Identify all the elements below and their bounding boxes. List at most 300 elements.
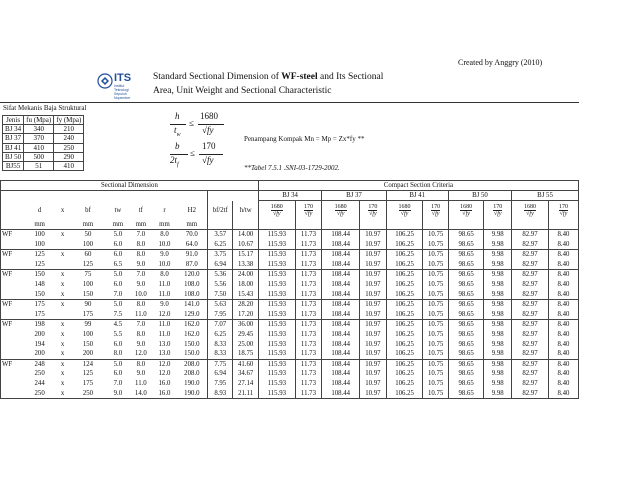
material-table — [2, 115, 84, 171]
table-cell: x — [60, 331, 65, 339]
table-cell: 82.97 — [512, 320, 549, 330]
table-cell: 106.25 — [386, 260, 423, 270]
table-cell: 8.40 — [548, 240, 578, 250]
col-x: x — [60, 206, 65, 214]
table-cell: 13.38 — [233, 260, 258, 270]
col-r: r — [163, 206, 166, 214]
table-cell: 87.0 — [177, 260, 208, 270]
table-cell: 125 — [24, 250, 56, 260]
formula-tw: $t_w$ — [174, 125, 181, 138]
table-cell — [56, 260, 70, 270]
table-cell: 100 — [34, 240, 45, 248]
table-cell: 98.65 — [448, 359, 484, 369]
table-cell: 115.93 — [258, 270, 295, 280]
table-cell: 82.97 — [512, 359, 549, 369]
table-cell: 175 — [82, 380, 94, 387]
table-cell: 16.0 — [158, 380, 171, 387]
table-cell: 16.0 — [152, 389, 176, 399]
table-cell: 115.93 — [258, 389, 295, 399]
table-row — [1, 230, 579, 240]
table-cell: 106.25 — [386, 320, 423, 330]
table-cell: 10.75 — [423, 240, 448, 250]
table-cell: 11.73 — [295, 250, 321, 260]
table-row — [1, 300, 579, 310]
table-cell: 8.0 — [113, 350, 123, 358]
limit-b-tf: $\frac{170}{√fy}$ — [368, 204, 378, 217]
material-title: Sifat Mekanis Baja Struktural — [3, 104, 87, 112]
table-cell: 10.75 — [423, 280, 448, 290]
table-cell: 98.65 — [448, 240, 484, 250]
formula-sqrt-fy: √fy — [202, 155, 214, 165]
table-row — [1, 310, 579, 320]
author-credit: Created by Anggry (2010) — [458, 58, 543, 67]
table-cell: 106.25 — [386, 310, 423, 320]
unit-label: mm — [70, 220, 107, 230]
section-type — [1, 389, 24, 399]
table-cell: 7.07 — [208, 320, 233, 330]
table-cell: 10.97 — [360, 290, 386, 300]
table-cell: 244 — [34, 380, 45, 387]
table-cell: 5.56 — [208, 280, 233, 290]
page-subtitle: Area, Unit Weight and Sectional Characteristic — [153, 86, 332, 96]
col-bf2tf: bf/2tf — [208, 201, 233, 221]
table-cell: 10.75 — [423, 250, 448, 260]
limit-h-tw: $\frac{1680}{√fy}$ — [270, 204, 283, 217]
table-cell: 10.97 — [360, 240, 386, 250]
grade-header-row — [1, 191, 579, 201]
col-htw: h/tw — [233, 201, 258, 221]
unit-label: mm — [152, 220, 176, 230]
table-cell: 11.0 — [135, 310, 147, 318]
table-cell: 8.40 — [548, 369, 578, 379]
table-cell: 7.75 — [208, 359, 233, 369]
table-cell: 9.98 — [484, 330, 512, 340]
table-cell: 27.14 — [233, 379, 258, 389]
table-cell: 8.40 — [548, 340, 578, 350]
table-cell: 11.73 — [295, 340, 321, 350]
table-cell: 10.97 — [360, 389, 386, 399]
table-cell: 8.0 — [152, 230, 176, 240]
table-cell: 7.0 — [129, 230, 152, 240]
table-cell: 91.0 — [177, 250, 208, 260]
table-cell: 8.0 — [136, 240, 146, 248]
table-cell: 82.97 — [512, 369, 549, 379]
table-cell: 64.0 — [177, 240, 208, 250]
table-cell: 8.33 — [208, 349, 233, 359]
table-cell: 8.93 — [208, 389, 233, 399]
table-cell: 10.97 — [360, 320, 386, 330]
table-cell: 115.93 — [258, 349, 295, 359]
table-cell: 7.0 — [129, 320, 152, 330]
table-cell: 10.97 — [360, 250, 386, 260]
table-cell: 150.0 — [177, 349, 208, 359]
table-cell: 115.93 — [258, 290, 295, 300]
table-row — [1, 340, 579, 350]
col-tf: tf — [138, 206, 143, 214]
table-cell: 108.44 — [322, 379, 360, 389]
table-cell: 21.11 — [233, 389, 258, 399]
section-type — [1, 290, 24, 300]
material-row: BJ 41 410 250 — [3, 143, 84, 152]
table-cell: 8.0 — [129, 250, 152, 260]
table-cell: 9.98 — [484, 320, 512, 330]
table-cell: 9.98 — [484, 369, 512, 379]
table-cell: 208.0 — [177, 359, 208, 369]
table-cell: 15.43 — [233, 290, 258, 300]
table-cell: 198 — [24, 320, 56, 330]
table-row — [1, 320, 579, 330]
table-cell: x — [56, 389, 70, 399]
table-cell: 9.98 — [484, 300, 512, 310]
group-header-row — [1, 181, 579, 191]
limit-b-tf: $\frac{170}{√fy}$ — [303, 204, 313, 217]
table-cell: 11.73 — [295, 320, 321, 330]
table-cell: 10.97 — [360, 340, 386, 350]
material-header-row — [3, 116, 84, 125]
table-cell: 9.98 — [484, 250, 512, 260]
table-cell: 106.25 — [386, 300, 423, 310]
table-cell: 6.25 — [208, 330, 233, 340]
table-cell: 9.0 — [152, 300, 176, 310]
table-cell: 11.73 — [295, 290, 321, 300]
table-cell: 125 — [82, 260, 94, 268]
limit-b-tf: $\frac{170}{√fy}$ — [558, 204, 568, 217]
table-cell: 10.0 — [158, 260, 171, 268]
unit-label — [56, 220, 70, 230]
material-row: BJ 34 340 210 — [3, 125, 84, 134]
group-sectional: Sectional Dimension — [1, 181, 259, 191]
grade-label: BJ 37 — [322, 191, 386, 201]
table-cell: 8.40 — [548, 379, 578, 389]
table-cell: 9.0 — [136, 281, 146, 289]
table-cell: 10.0 — [158, 240, 171, 248]
table-cell: x — [60, 380, 65, 387]
table-cell: 75 — [70, 270, 107, 280]
table-cell: 10.75 — [423, 230, 448, 240]
table-cell: 13.0 — [158, 340, 171, 348]
table-cell: 106.25 — [386, 359, 423, 369]
table-cell: 6.5 — [113, 260, 123, 268]
table-cell: 5.0 — [106, 230, 129, 240]
table-cell: 6.0 — [113, 340, 123, 348]
table-cell: 7.5 — [113, 310, 123, 318]
limit-b-tf: $\frac{170}{√fy}$ — [431, 204, 441, 217]
section-type — [1, 379, 24, 389]
table-cell: 108.44 — [322, 320, 360, 330]
table-cell: 34.67 — [233, 369, 258, 379]
table-cell: 106.25 — [386, 280, 423, 290]
table-cell: 98.65 — [448, 379, 484, 389]
table-cell: 10.97 — [360, 270, 386, 280]
table-cell: 108.44 — [322, 369, 360, 379]
table-cell: 82.97 — [512, 330, 549, 340]
col-tw: tw — [114, 206, 122, 214]
table-cell: 106.25 — [386, 340, 423, 350]
table-row — [1, 369, 579, 379]
table-cell: 11.0 — [158, 281, 171, 289]
section-type — [1, 280, 24, 290]
table-cell: 10.75 — [423, 290, 448, 300]
table-cell: 8.40 — [548, 250, 578, 260]
table-cell: 14.00 — [233, 230, 258, 240]
table-row — [1, 349, 579, 359]
table-cell: 8.40 — [548, 280, 578, 290]
material-row: BJ55 51 410 — [3, 161, 84, 170]
table-cell: 98.65 — [448, 340, 484, 350]
column-header-row — [1, 201, 579, 221]
table-cell: 248 — [24, 359, 56, 369]
its-logo — [96, 72, 144, 114]
table-cell: 115.93 — [258, 240, 295, 250]
table-cell: 11.73 — [295, 260, 321, 270]
grade-label: BJ 41 — [386, 191, 448, 201]
table-cell: 8.40 — [548, 230, 578, 240]
table-cell: 8.33 — [208, 340, 233, 350]
material-row: BJ 50 500 290 — [3, 152, 84, 161]
table-cell: 60 — [70, 250, 107, 260]
table-cell: 108.44 — [322, 270, 360, 280]
table-cell: 98.65 — [448, 389, 484, 399]
table-cell: 98.65 — [448, 330, 484, 340]
table-cell: 124 — [70, 359, 107, 369]
table-cell: 5.0 — [106, 300, 129, 310]
table-cell: 108.44 — [322, 240, 360, 250]
table-cell: 8.40 — [548, 300, 578, 310]
table-cell: 9.0 — [136, 340, 146, 348]
table-cell: 10.75 — [423, 320, 448, 330]
table-cell: 162.0 — [177, 320, 208, 330]
grade-label: BJ 50 — [448, 191, 511, 201]
table-cell: 11.73 — [295, 230, 321, 240]
table-row — [1, 379, 579, 389]
table-cell: 8.0 — [152, 270, 176, 280]
table-cell: 100 — [82, 331, 94, 339]
table-cell: 125 — [34, 260, 45, 268]
table-row — [1, 280, 579, 290]
table-cell: 5.0 — [106, 270, 129, 280]
table-cell: 10.75 — [423, 379, 448, 389]
table-cell: 10.97 — [360, 280, 386, 290]
table-cell: 8.0 — [129, 359, 152, 369]
table-cell: 6.0 — [113, 281, 123, 289]
table-cell: 5.5 — [113, 331, 123, 339]
table-cell: 10.75 — [423, 270, 448, 280]
section-type: WF — [1, 250, 24, 260]
table-cell: 108.44 — [322, 230, 360, 240]
table-cell: 10.97 — [360, 330, 386, 340]
section-type — [1, 340, 24, 350]
table-cell: 82.97 — [512, 290, 549, 300]
table-cell: 3.75 — [208, 250, 233, 260]
table-cell: 108.44 — [322, 330, 360, 340]
table-cell: 98.65 — [448, 280, 484, 290]
table-cell: 100 — [82, 240, 94, 248]
table-row — [1, 250, 579, 260]
table-cell: 98.65 — [448, 369, 484, 379]
table-cell: 115.93 — [258, 250, 295, 260]
table-cell: 12.0 — [158, 370, 171, 378]
table-cell: 15.17 — [233, 250, 258, 260]
unit-header-row — [1, 220, 579, 230]
table-cell: 98.65 — [448, 260, 484, 270]
table-cell: 82.97 — [512, 260, 549, 270]
table-cell: x — [60, 370, 65, 378]
table-cell: 10.75 — [423, 300, 448, 310]
table-cell: x — [60, 340, 65, 348]
table-cell: 11.0 — [158, 290, 171, 298]
table-cell: 250 — [24, 389, 56, 399]
material-header: fy (Mpa) — [54, 116, 84, 125]
table-cell: 11.73 — [295, 270, 321, 280]
table-cell: 3.57 — [208, 230, 233, 240]
table-cell: 10.75 — [423, 310, 448, 320]
section-type: WF — [1, 300, 24, 310]
table-cell: 125 — [82, 370, 94, 378]
section-type — [1, 310, 24, 320]
table-cell: 82.97 — [512, 230, 549, 240]
table-cell: 6.0 — [113, 370, 123, 378]
table-cell: 150.0 — [177, 340, 208, 350]
table-cell: 82.97 — [512, 270, 549, 280]
table-cell: 106.25 — [386, 330, 423, 340]
table-cell: 200 — [34, 331, 45, 339]
table-cell: 11.73 — [295, 379, 321, 389]
table-cell: 106.25 — [386, 270, 423, 280]
table-cell: 208.0 — [177, 369, 208, 379]
table-cell: 10.97 — [360, 310, 386, 320]
table-cell: 108.44 — [322, 280, 360, 290]
table-cell: 9.98 — [484, 290, 512, 300]
unit-label: mm — [24, 220, 56, 230]
table-cell: 106.25 — [386, 240, 423, 250]
table-cell: 82.97 — [512, 340, 549, 350]
table-cell: 5.36 — [208, 270, 233, 280]
header-divider — [0, 102, 579, 103]
table-cell: 108.0 — [177, 290, 208, 300]
table-cell: 36.00 — [233, 320, 258, 330]
table-cell: 190.0 — [177, 379, 208, 389]
table-cell: 11.0 — [135, 380, 147, 387]
compact-section-note: Penampang Kompak Mn = Mp = Zx*fy ** — [244, 135, 365, 143]
table-cell: 98.65 — [448, 290, 484, 300]
col-d: d — [37, 206, 42, 214]
table-cell: 9.98 — [484, 240, 512, 250]
table-cell: 9.98 — [484, 310, 512, 320]
table-cell: 115.93 — [258, 340, 295, 350]
table-cell: 10.75 — [423, 260, 448, 270]
table-cell: 175 — [34, 310, 45, 318]
table-cell: 90 — [70, 300, 107, 310]
table-cell: 106.25 — [386, 379, 423, 389]
table-cell: 98.65 — [448, 349, 484, 359]
table-cell: 194 — [34, 340, 45, 348]
table-cell: 82.97 — [512, 310, 549, 320]
table-cell: 98.65 — [448, 230, 484, 240]
table-cell: 7.0 — [129, 270, 152, 280]
table-cell: 148 — [34, 281, 45, 289]
table-cell: 106.25 — [386, 290, 423, 300]
table-cell: 82.97 — [512, 379, 549, 389]
table-cell: 12.0 — [152, 359, 176, 369]
table-cell: x — [56, 250, 70, 260]
table-cell: 9.98 — [484, 260, 512, 270]
table-cell: 8.0 — [136, 331, 146, 339]
table-cell: 99 — [70, 320, 107, 330]
group-compact: Compact Section Criteria — [258, 181, 578, 191]
table-cell — [56, 240, 70, 250]
section-type: WF — [1, 230, 24, 240]
table-cell: 7.95 — [208, 310, 233, 320]
table-cell: 115.93 — [258, 359, 295, 369]
table-cell: x — [56, 359, 70, 369]
page-title: Standard Sectional Dimension of WF-steel and Its Sectional — [153, 72, 384, 82]
wf-section-table — [0, 180, 579, 399]
table-cell: 7.95 — [208, 379, 233, 389]
table-cell: 108.44 — [322, 389, 360, 399]
table-cell: 82.97 — [512, 349, 549, 359]
grade-label: BJ 55 — [512, 191, 579, 201]
table-row — [1, 270, 579, 280]
table-cell: x — [60, 281, 65, 289]
table-cell: 29.45 — [233, 330, 258, 340]
limit-h-tw: $\frac{1680}{√fy}$ — [334, 204, 347, 217]
table-cell: 6.94 — [208, 260, 233, 270]
table-cell: 4.5 — [106, 320, 129, 330]
table-cell: 108.44 — [322, 250, 360, 260]
table-cell: 108.44 — [322, 290, 360, 300]
section-type — [1, 349, 24, 359]
table-cell: 8.40 — [548, 310, 578, 320]
table-cell: 11.0 — [158, 331, 171, 339]
table-cell — [56, 310, 70, 320]
table-cell: 108.44 — [322, 340, 360, 350]
table-cell: x — [60, 350, 65, 358]
table-cell: 10.75 — [423, 389, 448, 399]
table-cell: x — [60, 290, 65, 298]
table-cell: 11.73 — [295, 330, 321, 340]
table-cell: 11.0 — [152, 320, 176, 330]
table-cell: 10.67 — [233, 240, 258, 250]
table-cell: 108.44 — [322, 359, 360, 369]
table-row — [1, 330, 579, 340]
table-cell: 82.97 — [512, 389, 549, 399]
table-reference: **Tabel 7.5.1 .SNI-03-1729-2002. — [244, 164, 340, 172]
table-cell: 82.97 — [512, 300, 549, 310]
table-cell: 250 — [34, 370, 45, 378]
table-cell: 11.73 — [295, 240, 321, 250]
table-cell: 10.97 — [360, 359, 386, 369]
section-type: WF — [1, 320, 24, 330]
table-cell: 8.40 — [548, 290, 578, 300]
table-cell: 10.97 — [360, 349, 386, 359]
table-cell: 11.73 — [295, 280, 321, 290]
table-cell: 41.60 — [233, 359, 258, 369]
table-cell: 98.65 — [448, 320, 484, 330]
table-cell: 8.40 — [548, 330, 578, 340]
table-cell: 50 — [70, 230, 107, 240]
table-cell: 10.75 — [423, 330, 448, 340]
formula-2tf: $2t_f$ — [170, 155, 179, 168]
table-cell: 98.65 — [448, 270, 484, 280]
table-cell: 25.00 — [233, 340, 258, 350]
table-cell: 200 — [34, 350, 45, 358]
table-cell: 6.0 — [113, 240, 123, 248]
table-cell: 10.97 — [360, 369, 386, 379]
table-cell: 106.25 — [386, 250, 423, 260]
table-cell: 8.0 — [129, 300, 152, 310]
table-cell: 115.93 — [258, 310, 295, 320]
section-type: WF — [1, 359, 24, 369]
